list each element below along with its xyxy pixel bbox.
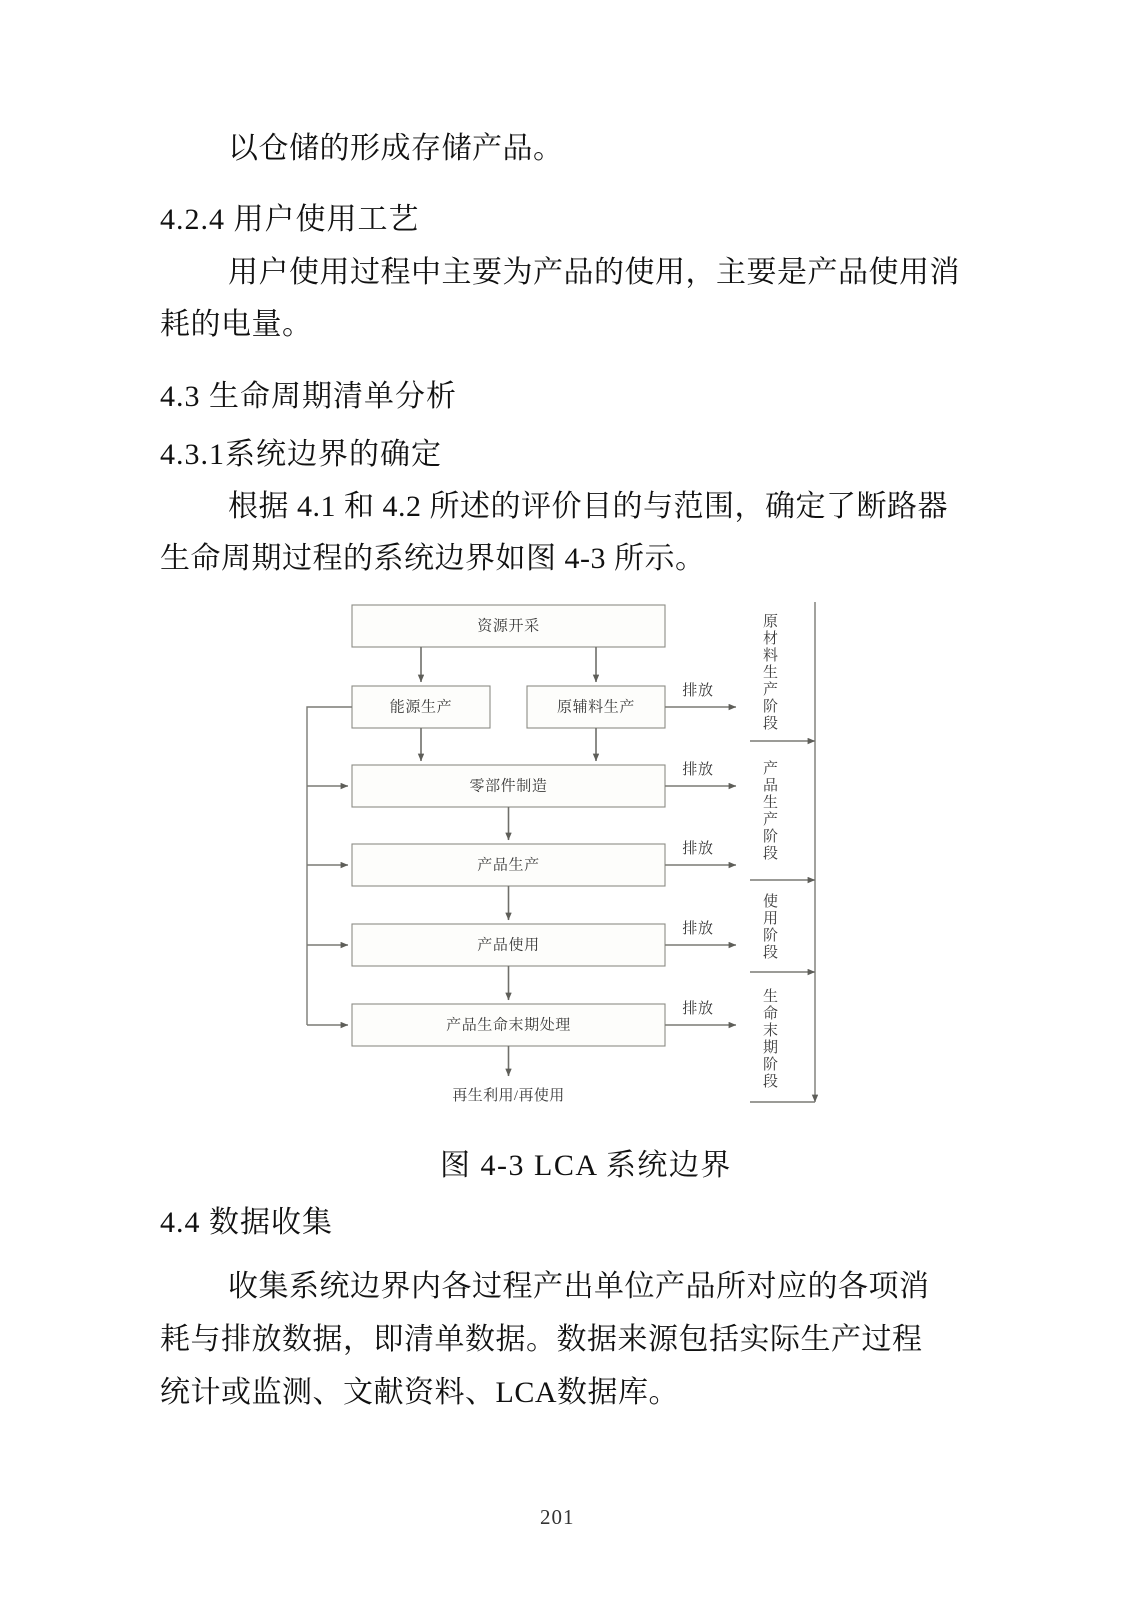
- box-label-raw-material-production: 原辅料生产: [556, 699, 636, 716]
- body-line-431-2: 生命周期过程的系统边界如图 4-3 所示。: [160, 542, 706, 575]
- stage-label-end-of-life: 生命末期阶段: [761, 988, 777, 1090]
- box-label-energy-production: 能源生产: [389, 699, 453, 716]
- box-label-end-of-life: 产品生命末期处理: [446, 1017, 571, 1034]
- body-line-424-1: 用户使用过程中主要为产品的使用，主要是产品使用消: [228, 256, 960, 289]
- heading-4-3-1: 4.3.1系统边界的确定: [160, 438, 442, 471]
- body-line-44-2: 耗与排放数据，即清单数据。数据来源包括实际生产过程: [160, 1323, 923, 1356]
- paragraph-intro: 以仓储的形成存储产品。: [228, 132, 564, 165]
- heading-4-2-4: 4.2.4 用户使用工艺: [160, 203, 420, 236]
- emission-label-use: 排放: [682, 921, 714, 937]
- figure-caption: 图 4-3 LCA 系统边界: [440, 1149, 732, 1182]
- body-line-44-1: 收集系统边界内各过程产出单位产品所对应的各项消: [228, 1270, 930, 1303]
- stage-label-raw-material: 原材料生产阶段: [761, 612, 777, 732]
- heading-4-3: 4.3 生命周期清单分析: [160, 380, 457, 413]
- figure-lca-system-boundary: [280, 590, 850, 1135]
- box-label-product-production: 产品生产: [477, 857, 540, 874]
- stage-label-use: 使用阶段: [761, 893, 777, 961]
- page-number: 201: [540, 1505, 575, 1529]
- heading-4-4: 4.4 数据收集: [160, 1206, 333, 1239]
- emission-label-rawmaterial: 排放: [682, 683, 714, 699]
- box-label-product-use: 产品使用: [477, 937, 540, 954]
- emission-label-production: 排放: [682, 841, 714, 857]
- stage-label-product-production: 产品生产阶段: [761, 760, 777, 862]
- box-label-resource-extraction: 资源开采: [477, 618, 540, 635]
- emission-label-endoflife: 排放: [682, 1001, 714, 1017]
- body-line-44-3: 统计或监测、文献资料、LCA数据库。: [160, 1376, 679, 1409]
- recycle-reuse-label: 再生利用/再使用: [452, 1088, 565, 1104]
- emission-label-component: 排放: [682, 762, 714, 778]
- body-line-431-1: 根据 4.1 和 4.2 所述的评价目的与范围，确定了断路器: [228, 490, 948, 523]
- body-line-424-2: 耗的电量。: [160, 308, 313, 341]
- box-label-component-manufacturing: 零部件制造: [469, 778, 548, 795]
- energy-feedback-bus: [307, 707, 352, 1025]
